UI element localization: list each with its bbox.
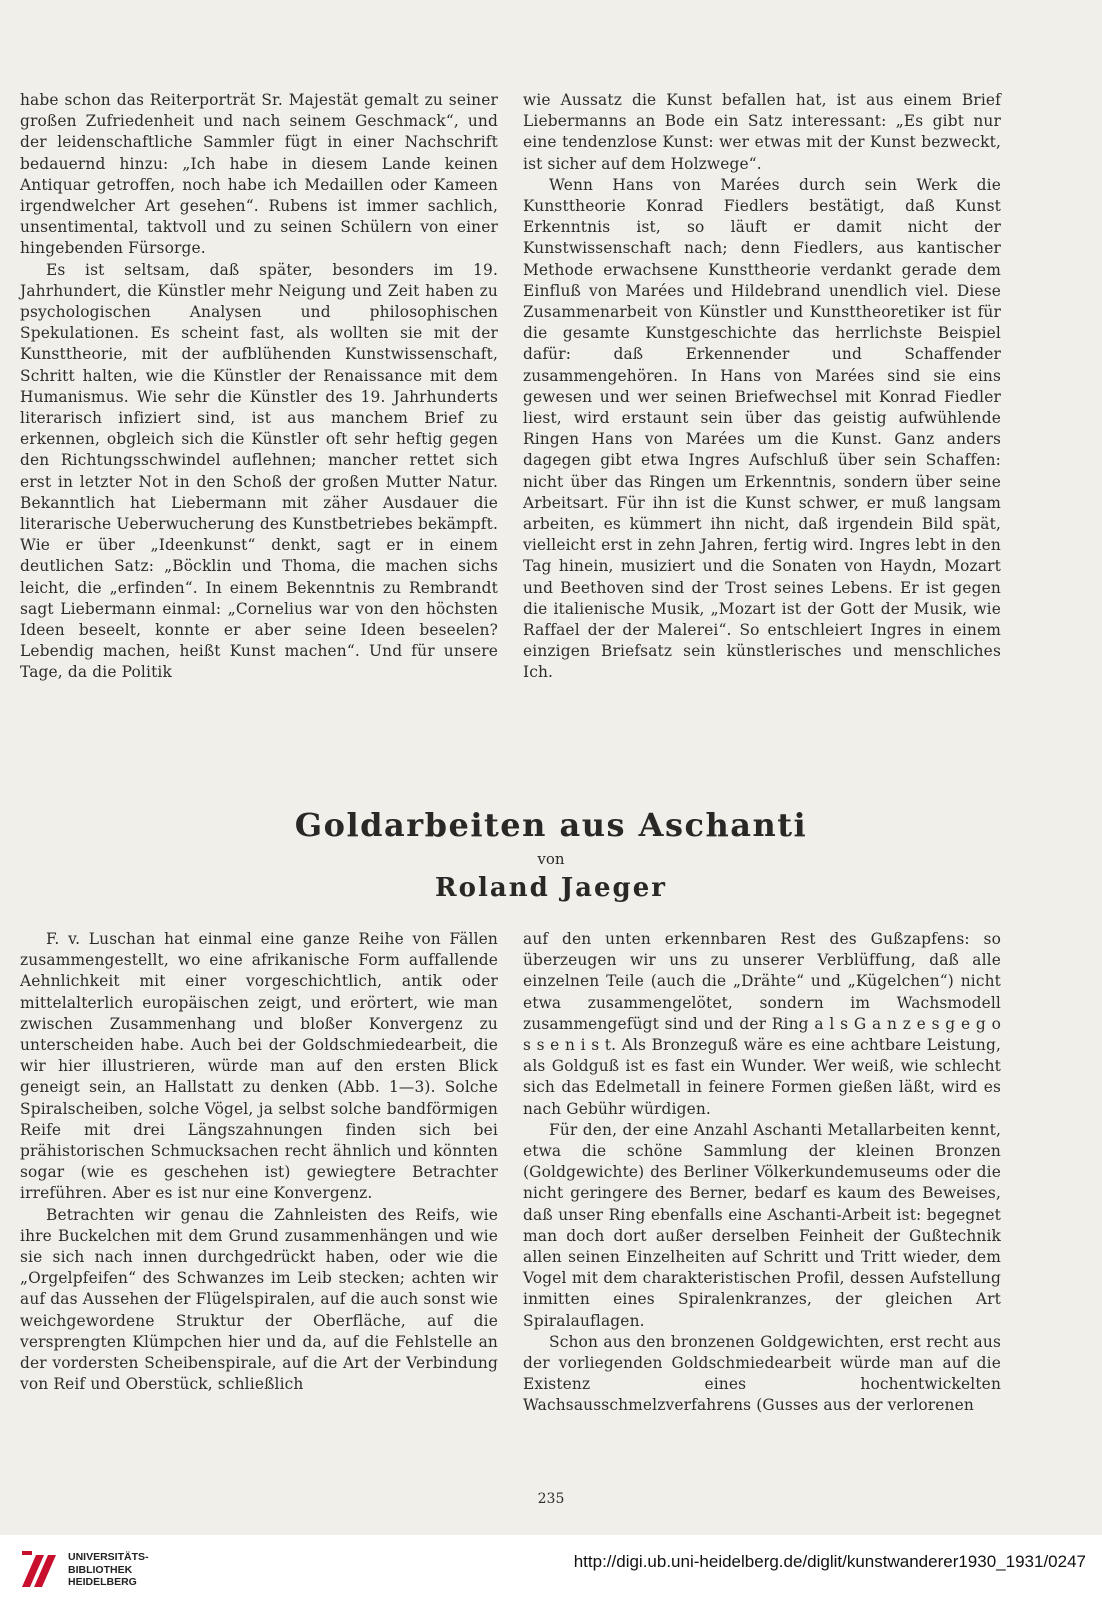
author-name: Roland Jaeger bbox=[435, 873, 667, 903]
paragraph: Wenn Hans von Marées durch sein Werk die Kunsttheorie Konrad Fiedlers bestätigt, daß Kunst Erkenntnis ist, so läuft er damit nicht der Kunstwissenschaft nach; denn Fiedlers, aus kantischer Methode erwachsene Kunsttheorie verdankt gerade dem Einfluß von Marées und Hildebrand unendlich viel. Diese Zusammenarbeit von Künstler und Kunsttheoretiker ist für die gesamte Kunstgeschichte das herrlichste Beispiel dafür: daß Erkennender und Schaffender zusammengehören. In Hans von Marées sind sie eins gewesen und wer seinen Briefwechsel mit Konrad Fiedler liest, wird erstaunt sein über das geistig aufwühlende Ringen Hans von Marées um die Kunst. Ganz anders dagegen gibt etwa Ingres Aufschluß über sein Schaffen: nicht über das Ringen um Erkenntnis, sondern über seine Arbeitsart. Für ihn ist die Kunst schwer, er muß langsam arbeiten, es kümmert ihn nicht, daß irgendein Bild spät, vielleicht erst in zehn Jahren, fertig wird. Ingres lebt in den Tag hinein, musiziert und die Sonaten von Haydn, Mozart und Beethoven sind der Trost seines Lebens. Er ist gegen die italienische Musik, „Mozart ist der Gott der Musik, wie Raffael der der Malerei“. So entschleiert Ingres in einem einzigen Briefsatz sein künstlerisches und menschliches Ich. bbox=[523, 175, 1001, 682]
paragraph: auf den unten erkennbaren Rest des Gußzapfens: so überzeugen wir uns zu unserer Verblüffung, daß alle einzelnen Teile (auch die „Drähte“ und „Kügelchen“) nicht etwa zusammengelötet, sondern im Wachsmodell zusammengefügt sind und der Ring a l s G a n z e s g e g o s s e n i s t. Als Bronzeguß wäre es eine achtbare Leistung, als Goldguß ist es fast ein Wunder. Wer weiß, wie schlecht sich das Edelmetall in feinere Formen gießen läßt, wird es nach Gebühr würdigen. bbox=[523, 930, 1001, 1118]
article-left-column bbox=[20, 929, 498, 1395]
paragraph: Es ist seltsam, daß später, besonders im 19. Jahrhundert, die Künstler mehr Neigung und Zeit haben zu psychologischen Analysen und philosophischen Spekulationen. Es scheint fast, als wollten sie mit der Kunsttheorie, mit der aufblühenden Kunstwissenschaft, Schritt halten, wie die Künstler der Renaissance mit dem Humanismus. Wie sehr die Künstler des 19. Jahrhunderts literarisch infiziert sind, ist aus manchem Brief zu erkennen, obgleich sich die Künstler oft sehr heftig gegen den Richtungsschwindel auflehnen; mancher rettet sich erst in letzter Not in den Schoß der großen Mutter Natur. Bekanntlich hat Liebermann mit zäher Ausdauer die literarische Ueberwucherung des Kunstbetriebes bekämpft. Wie er über „Ideenkunst“ denkt, sagt er in einem deutlichen Satz: „Böcklin und Thoma, die machen sichs leicht, die „erfinden“. In einem Bekenntnis zu Rembrandt sagt Liebermann einmal: „Cornelius war von den höchsten Ideen beseelt, konnte er aber seine Ideen beseelen? Lebendig machen, heißt Kunst machen“. Und für unsere Tage, da die Politik bbox=[20, 260, 498, 682]
ub-heidelberg-logo-icon bbox=[20, 1549, 60, 1589]
article-right-column bbox=[523, 929, 1001, 1417]
footer-bar bbox=[0, 1535, 1102, 1612]
library-name-line: HEIDELBERG bbox=[68, 1576, 137, 1588]
page-number: 235 bbox=[537, 1491, 565, 1507]
library-name-line: BIBLIOTHEK bbox=[68, 1563, 133, 1576]
paragraph: Betrachten wir genau die Zahnleisten des Reifs, wie ihre Buckelchen mit dem Grund zusammenhängen und wie sie sich nach innen durchgedrückt haben, oder wie die „Orgelpfeifen“ des Schwanzes im Leib stecken; achten wir auf das Aussehen der Flügelspiralen, auf die auch sonst wie weichgewordene Struktur der Oberfläche, auf die versprengten Klümpchen hier und da, auf die Fehlstelle an der vordersten Scheibenspirale, auf die Art der Verbindung von Reif und Oberstück, schließlich bbox=[20, 1205, 498, 1394]
top-right-column bbox=[523, 90, 1001, 684]
paragraph: Schon aus den bronzenen Goldgewichten, erst recht aus der vorliegenden Goldschmiedearbeit würde man auf die Existenz eines hochentwickelten Wachsausschmelzverfahrens (Gusses aus der verlorenen bbox=[523, 1332, 1001, 1415]
paragraph: F. v. Luschan hat einmal eine ganze Reihe von Fällen zusammengestellt, wo eine afrikanische Form auffallende Aehnlichkeit mit einer vorgeschichtlich, antik oder mittelalterlich europäischen zeigt, und erörtert, wie man zwischen Zusammenhang und bloßer Konvergenz zu unterscheiden habe. Auch bei der Goldschmiedearbeit, die wir hier illustrieren, würde man auf den ersten Blick geneigt sein, an Hallstatt zu denken (Abb. 1—3). Solche Spiralscheiben, solche Vögel, ja selbst solche bandförmigen Reife mit drei Längszahnungen finden sich bei prähistorischen Schmucksachen recht ähnlich und könnten sogar (wie es geschehen ist) gewiegtere Betrachter irreführen. Aber es ist nur eine Konvergenz. bbox=[20, 930, 498, 1203]
library-name bbox=[68, 1551, 149, 1589]
article-title: Goldarbeiten aus Aschanti bbox=[294, 806, 808, 844]
library-name-line: UNIVERSITÄTS- bbox=[68, 1551, 149, 1563]
paragraph: habe schon das Reiterporträt Sr. Majestät gemalt zu seiner großen Zufriedenheit und nach seinem Geschmack“, und der leidenschaftliche Sammler fügt in einer Nachschrift bedauernd hinzu: „Ich habe in diesem Lande keinen Antiquar getroffen, noch habe ich Medaillen oder Kameen irgendwelcher Art gesehen“. Rubens ist immer sachlich, unsentimental, taktvoll und zu seinen Schülern von einer hingebenden Fürsorge. bbox=[20, 91, 498, 258]
source-url-link[interactable]: http://digi.ub.uni-heidelberg.de/diglit/kunstwanderer1930_1931/0247 bbox=[573, 1552, 1086, 1571]
paragraph: wie Aussatz die Kunst befallen hat, ist aus einem Brief Liebermanns an Bode ein Satz interessant: „Es gibt nur eine tendenzlose Kunst: wer etwas mit der Kunst bezweckt, ist sicher auf dem Holzwege“. bbox=[523, 91, 1001, 173]
paragraph: Für den, der eine Anzahl Aschanti Metallarbeiten kennt, etwa die schöne Sammlung der kleinen Bronzen (Goldgewichte) des Berliner Völkerkundemuseums oder die nicht geringere des Berner, bedarf es kaum des Beweises, daß unser Ring ebenfalls eine Aschanti-Arbeit ist: begegnet man doch dort außer derselben Feinheit der Gußtechnik allen seinen Einzelheiten auf Schritt und Tritt wieder, dem Vogel mit dem charakteristischen Profil, dessen Aufstellung inmitten eines Spiralenkranzes, der gleichen Art Spiralauflagen. bbox=[523, 1120, 1001, 1330]
top-left-column bbox=[20, 90, 498, 684]
byline-prefix: von bbox=[537, 850, 565, 868]
